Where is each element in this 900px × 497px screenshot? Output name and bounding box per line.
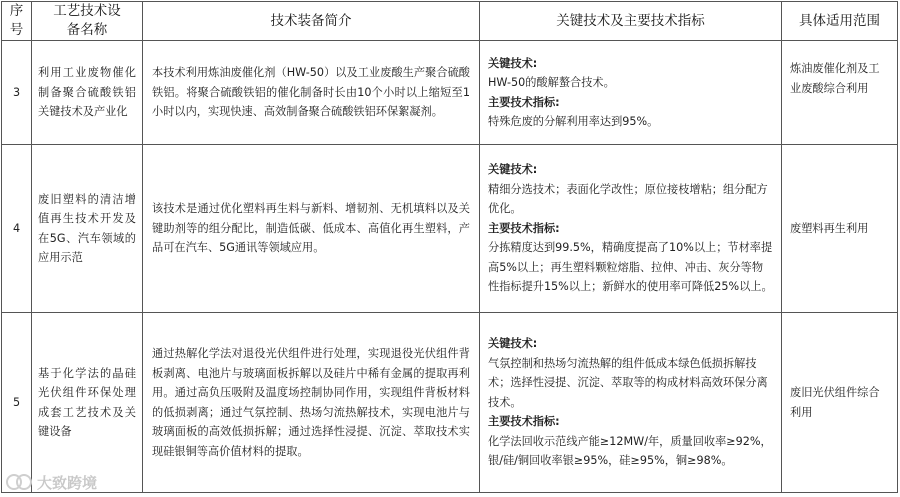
row-number: 4 xyxy=(2,145,32,313)
table-header-row xyxy=(2,2,898,41)
header-no: 序号 xyxy=(2,2,32,41)
key-tech-text: 精细分选技术；表面化学改性；原位接枝增粘；组分配方优化。 xyxy=(488,182,768,216)
row-name: 废旧塑料的清洁增值再生技术开发及在5G、汽车领域的应用示范 xyxy=(32,145,143,313)
row-description: 该技术是通过优化塑料再生料与新料、增韧剂、无机填料以及关键助剂等的组分配比，制造低碳、低成本、高值化再生塑料，产品可在汽车、5G通讯等领域应用。 xyxy=(143,145,480,313)
table-row xyxy=(2,41,898,145)
row-scope: 炼油废催化剂及工业废酸综合利用 xyxy=(782,41,898,145)
header-key: 关键技术及主要技术指标 xyxy=(480,2,782,41)
table-row xyxy=(2,145,898,313)
header-name: 工艺技术设备名称 xyxy=(32,2,143,41)
row-key-tech xyxy=(480,313,782,493)
row-scope: 废塑料再生利用 xyxy=(782,145,898,313)
row-name: 利用工业废物催化制备聚合硫酸铁铝关键技术及产业化 xyxy=(32,41,143,145)
index-label: 主要技术指标: xyxy=(488,221,560,235)
index-text: 分拣精度达到99.5%，精确度提高了10%以上；节材率提高5%以上；再生塑料颗粒熔脂、拉伸、冲击、灰分等物性指标提升15%以上；新鲜水的使用率可降低25%以上。 xyxy=(488,241,773,294)
watermark xyxy=(4,470,97,494)
key-tech-label: 关键技术: xyxy=(488,163,538,177)
row-number: 5 xyxy=(2,313,32,493)
row-scope: 废旧光伏组件综合利用 xyxy=(782,313,898,493)
key-tech-label: 关键技术: xyxy=(488,337,538,351)
row-description: 本技术利用炼油废催化剂（HW-50）以及工业废酸生产聚合硫酸铁铝。将聚合硫酸铁铝的催化制备时长由10个小时以上缩短至1小时以内，实现快速、高效制备聚合硫酸铁铝环保絮凝剂。 xyxy=(143,41,480,145)
index-label: 主要技术指标: xyxy=(488,415,560,429)
watermark-text: 大致跨境 xyxy=(37,473,98,492)
header-desc: 技术装备简介 xyxy=(143,2,480,41)
row-key-tech xyxy=(480,145,782,313)
brand-logo-icon xyxy=(4,471,34,493)
row-number: 3 xyxy=(2,41,32,145)
row-name: 基于化学法的晶硅光伏组件环保处理成套工艺技术及关键设备 xyxy=(32,313,143,493)
index-label: 主要技术指标: xyxy=(488,95,560,109)
key-tech-label: 关键技术: xyxy=(488,56,538,70)
key-tech-text: 气氛控制和热场匀流热解的组件低成本绿色低损拆解技术；选择性浸提、沉淀、萃取等的构成材料高效环保分离技术。 xyxy=(488,356,768,409)
row-description: 通过热解化学法对退役光伏组件进行处理，实现退役光伏组件背板剥离、电池片与玻璃面板拆解以及硅片中稀有金属的提取再利用。通过高负压吸附及温度场控制协同作用，实现组件背板材料的低损剥离；通过气氛控制、热场匀流热解技术，实现电池片与玻璃面板的高效低损拆解；通过选择性浸提、沉淀、萃取技术实现硅银铜等高价值材料的提取。 xyxy=(143,313,480,493)
index-text: 特殊危废的分解利用率达到95%。 xyxy=(488,115,659,128)
index-text: 化学法回收示范线产能≥12MW/年，质量回收率≥92%，银/硅/铜回收率银≥95%，硅≥95%，铜≥98%。 xyxy=(488,434,772,468)
tech-table xyxy=(1,1,898,493)
key-tech-text: HW-50的酸解螯合技术。 xyxy=(488,76,615,89)
header-scope: 具体适用范围 xyxy=(782,2,898,41)
table-row xyxy=(2,313,898,493)
row-key-tech xyxy=(480,41,782,145)
